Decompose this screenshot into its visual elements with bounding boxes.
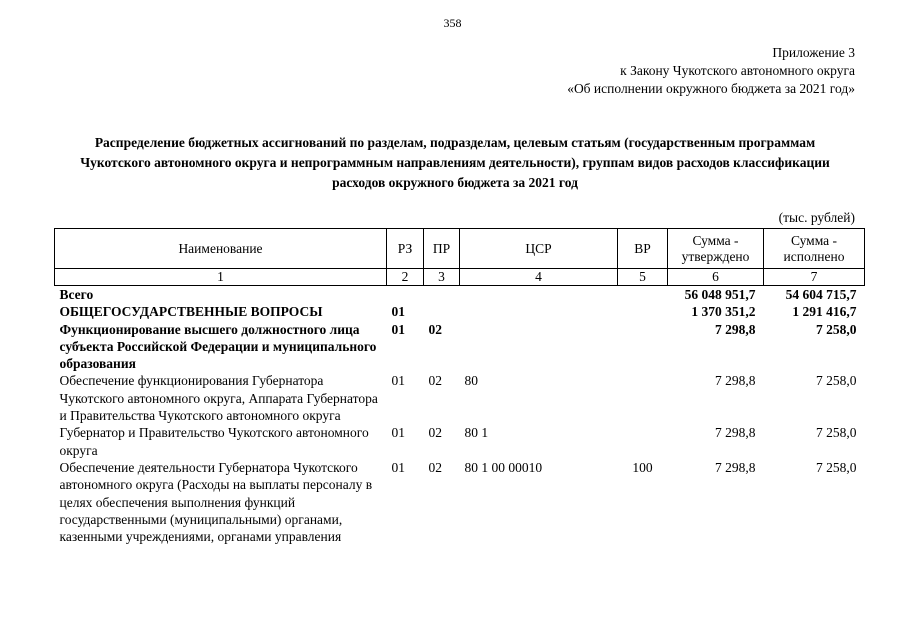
header-pr: ПР: [424, 229, 460, 269]
row-csr: 80 1 00 00010: [464, 459, 543, 475]
row-vr: [618, 321, 668, 373]
row-executed: 7 258,0: [816, 459, 857, 475]
row-vr: 100: [632, 459, 653, 475]
table-row: [55, 303, 865, 320]
row-csr: [460, 286, 618, 304]
column-number: 3: [424, 269, 460, 286]
row-rz: 01: [391, 373, 405, 389]
page-number: 358: [443, 16, 462, 30]
table-row: [55, 459, 865, 545]
row-vr: [618, 286, 668, 304]
row-executed: 7 258,0: [816, 321, 857, 337]
column-number: 7: [764, 269, 865, 286]
appendix-line-1: Приложение 3: [772, 45, 855, 60]
header-executed: Сумма - исполнено: [764, 229, 865, 269]
appendix-line-2: к Закону Чукотского автономного округа: [620, 63, 855, 78]
row-approved: 56 048 951,7: [684, 287, 756, 302]
row-vr: [618, 372, 668, 424]
row-csr: [460, 303, 618, 320]
column-number: 2: [387, 269, 424, 286]
table-row: [55, 372, 865, 424]
column-number: 6: [668, 269, 764, 286]
row-executed: 7 258,0: [816, 373, 857, 389]
appendix-line-3: «Об исполнении окружного бюджета за 2021 год»: [567, 81, 855, 96]
row-name: ОБЩЕГОСУДАРСТВЕННЫЕ ВОПРОСЫ: [59, 304, 323, 320]
header-name: Наименование: [55, 229, 387, 269]
row-pr: 02: [428, 459, 442, 475]
header-vr: ВР: [618, 229, 668, 269]
row-rz: 01: [391, 425, 405, 441]
table-row: [55, 424, 865, 459]
row-pr: [424, 286, 460, 304]
row-executed: 1 291 416,7: [792, 304, 857, 320]
row-name: Обеспечение деятельности Губернатора Чукотского автономного округа (Расходы на выплаты персоналу в целях обеспечения выполнения функций государственными (муниципальными) органами, казенными учреждениями, органами управления: [59, 459, 373, 545]
row-approved: 7 298,8: [715, 373, 756, 389]
row-name: Всего: [59, 287, 94, 302]
header-rz: РЗ: [387, 229, 424, 269]
row-rz: 01: [391, 459, 405, 475]
header-approved: Сумма - утверждено: [668, 229, 764, 269]
row-pr: 02: [428, 321, 442, 337]
row-approved: 1 370 351,2: [691, 304, 756, 320]
row-name: Губернатор и Правительство Чукотского автономного округа: [59, 425, 369, 458]
row-pr: [424, 303, 460, 320]
row-csr: 80: [464, 373, 478, 389]
row-pr: 02: [428, 373, 442, 389]
row-vr: [618, 303, 668, 320]
row-approved: 7 298,8: [715, 459, 756, 475]
table-row-total: [55, 286, 865, 304]
column-number: 5: [618, 269, 668, 286]
row-csr: 80 1: [464, 425, 489, 441]
row-pr: 02: [428, 425, 442, 441]
table-row: [55, 321, 865, 373]
appendix-header: [567, 44, 855, 98]
column-number: 1: [55, 269, 387, 286]
table-header-row: [55, 229, 865, 269]
row-rz: 01: [391, 321, 405, 337]
row-vr: [618, 424, 668, 459]
row-name: Функционирование высшего должностного лица субъекта Российской Федерации и муниципального образования: [59, 321, 377, 372]
row-executed: 54 604 715,7: [785, 287, 857, 302]
header-csr: ЦСР: [460, 229, 618, 269]
row-csr: [460, 321, 618, 373]
budget-table: [54, 228, 865, 545]
row-approved: 7 298,8: [715, 425, 756, 441]
row-name: Обеспечение функционирования Губернатора Чукотского автономного округа, Аппарата Губернатора и Правительства Чукотского автономного округа: [59, 373, 378, 424]
row-executed: 7 258,0: [816, 425, 857, 441]
document-title: Распределение бюджетных ассигнований по разделам, подразделам, целевым статьям (государственным программам Чукотского автономного округа и непрограммным направлениям деятельности), группам видов расходов классификации расходов окружного бюджета за 2021 год: [80, 135, 830, 190]
row-rz: 01: [391, 304, 405, 320]
row-rz: [387, 286, 424, 304]
units-label: (тыс. рублей): [778, 210, 855, 225]
column-number-row: [55, 269, 865, 286]
row-approved: 7 298,8: [715, 321, 756, 337]
column-number: 4: [460, 269, 618, 286]
